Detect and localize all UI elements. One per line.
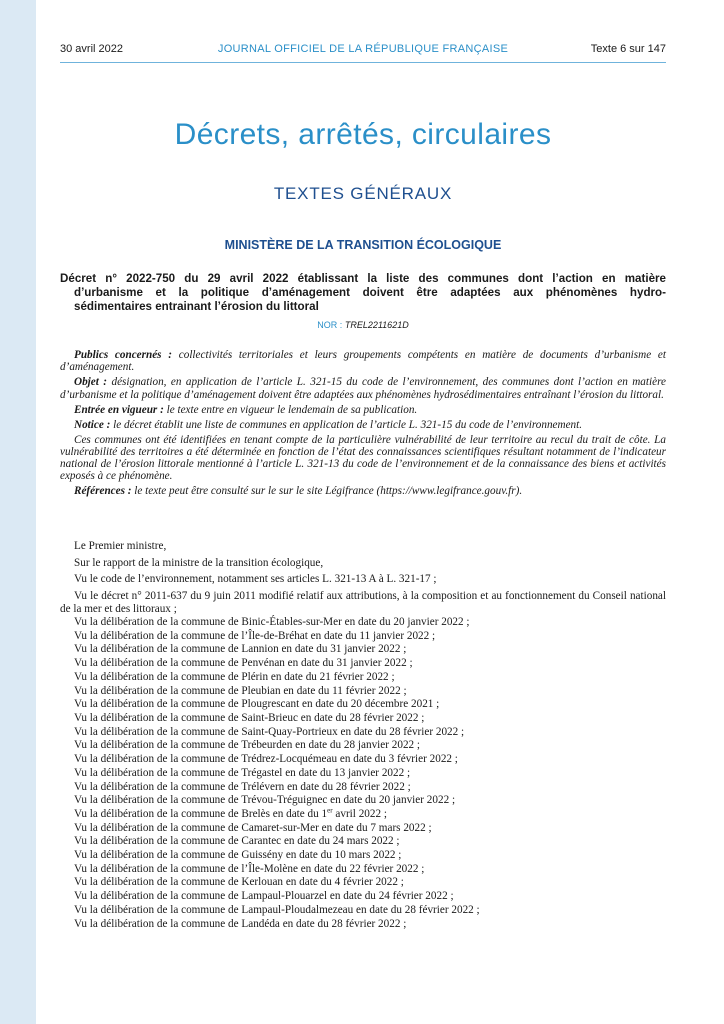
premier-ministre: Le Premier ministre, xyxy=(74,540,167,552)
deliberation-item: Vu la délibération de la commune de Camaret-sur-Mer en date du 7 mars 2022 ; xyxy=(74,821,432,834)
notice-entree xyxy=(60,404,666,416)
notice-objet-text: désignation, en application de l’article L. 321-15 du code de l’environnement, des communes dont l’action en matière d’urbanisme et la politique d’aménagement doivent être adaptées aux phénomènes hydrosédimentaires entraînant l’érosion du littoral. xyxy=(60,376,666,401)
deliberation-item: Vu la délibération de la commune de Trédrez-Locquémeau en date du 3 février 2022 ; xyxy=(74,753,458,766)
header-date: 30 avril 2022 xyxy=(60,43,123,55)
deliberation-list xyxy=(60,822,666,932)
deliberation-item xyxy=(60,808,666,822)
decree-title-line: sédimentaires entrainant l’érosion du littoral xyxy=(74,300,319,313)
notice-notice-label: Notice : xyxy=(74,418,111,431)
deliberation-item: Vu la délibération de la commune de Trélévern en date du 28 février 2022 ; xyxy=(74,780,411,793)
notice-references xyxy=(60,485,666,497)
deliberation-item: Vu la délibération de la commune de Penvénan en date du 31 janvier 2022 ; xyxy=(74,657,413,670)
deliberation-item: Vu la délibération de la commune de Lannion en date du 31 janvier 2022 ; xyxy=(74,643,407,656)
section-title: TEXTES GÉNÉRAUX xyxy=(273,184,453,203)
deliberation-item: Vu la délibération de la commune de l’Île-Molène en date du 22 février 2022 ; xyxy=(74,862,425,875)
nor-code: TREL2211621D xyxy=(344,320,409,330)
notice-block xyxy=(60,349,666,500)
left-margin-bar xyxy=(0,0,36,1024)
header-text-number: Texte 6 sur 147 xyxy=(590,43,666,55)
notice-publics xyxy=(60,349,666,374)
vu-decret: Vu le décret n° 2011-637 du 9 juin 2011 modifié relatif aux attributions, à la composition et au fonctionnement du Conseil national de la mer et des littoraux ; xyxy=(60,590,666,616)
notice-entree-text: le texte entre en vigueur le lendemain de sa publication. xyxy=(166,403,418,416)
page-header xyxy=(60,43,666,59)
breles-prefix: Vu la délibération de la commune de Brelès en date du 1 xyxy=(74,807,328,820)
deliberation-item: Vu la délibération de la commune de Binic-Étables-sur-Mer en date du 20 janvier 2022 ; xyxy=(74,616,470,629)
decree-title-line: d’urbanisme et la politique d’aménagement doivent être adaptées aux phénomènes hydro- xyxy=(74,286,666,299)
deliberation-item: Vu la délibération de la commune de Kerlouan en date du 4 février 2022 ; xyxy=(74,876,404,889)
deliberation-item: Vu la délibération de la commune de Lampaul-Plouarzel en date du 24 février 2022 ; xyxy=(74,890,454,903)
deliberation-item: Vu la délibération de la commune de Plérin en date du 21 février 2022 ; xyxy=(74,670,395,683)
deliberation-item: Vu la délibération de la commune de Trévou-Tréguignec en date du 20 janvier 2022 ; xyxy=(74,794,456,807)
notice-notice xyxy=(60,419,666,431)
deliberation-item: Vu la délibération de la commune de Lampaul-Ploudalmezeau en date du 28 février 2022 ; xyxy=(74,903,480,916)
notice-references-text: le texte peut être consulté sur le sur le site Légifrance (https://www.legifrance.gouv.fr). xyxy=(134,485,523,498)
ministry-heading: MINISTÈRE DE LA TRANSITION ÉCOLOGIQUE xyxy=(224,238,502,252)
header-divider xyxy=(60,62,666,63)
deliberation-item: Vu la délibération de la commune de Guissény en date du 10 mars 2022 ; xyxy=(74,849,402,862)
deliberation-list xyxy=(60,616,666,808)
notice-objet-label: Objet : xyxy=(74,376,108,389)
notice-entree-label: Entrée en vigueur : xyxy=(74,403,164,416)
deliberation-item: Vu la délibération de la commune de Pleubian en date du 11 février 2022 ; xyxy=(74,684,407,697)
notice-objet xyxy=(60,376,666,401)
notice-publics-text: collectivités territoriales et leurs groupements compétents en matière de documents d’urbanisme et d’aménagement. xyxy=(60,349,666,374)
deliberation-item: Vu la délibération de la commune de Trégastel en date du 13 janvier 2022 ; xyxy=(74,766,411,779)
vu-code-environnement: Vu le code de l’environnement, notamment ses articles L. 321-13 A à L. 321-17 ; xyxy=(74,573,437,586)
nor-label: NOR : xyxy=(317,320,343,330)
deliberation-item: Vu la délibération de la commune de Plougrescant en date du 20 décembre 2021 ; xyxy=(74,698,440,711)
nor-reference xyxy=(60,320,666,330)
notice-publics-label: Publics concernés : xyxy=(74,349,173,361)
deliberation-item: Vu la délibération de la commune de Trébeurden en date du 28 janvier 2022 ; xyxy=(74,739,421,752)
decree-title-line: Décret n° 2022-750 du 29 avril 2022 établissant la liste des communes dont l’action en matière xyxy=(60,272,666,285)
rapport-line: Sur le rapport de la ministre de la transition écologique, xyxy=(74,556,324,569)
breles-suffix: avril 2022 ; xyxy=(332,807,387,820)
main-title: Décrets, arrêtés, circulaires xyxy=(174,118,552,151)
deliberation-item: Vu la délibération de la commune de l’Île-de-Bréhat en date du 11 janvier 2022 ; xyxy=(74,629,436,642)
deliberation-item: Vu la délibération de la commune de Saint-Quay-Portrieux en date du 28 février 2022 ; xyxy=(74,725,465,738)
breles-sup: er xyxy=(327,806,333,815)
notice-communes: Ces communes ont été identifiées en tenant compte de la particulière vulnérabilité de leur territoire au recul du trait de côte. La vulnérabilité des territoires a été déterminée en fonction de l’état des connaissances scientifiques résultant notamment de l’indicateur national de l’érosion littorale mentionné à l’article L. 321-13 du code de l’environnement et de la connaissance des biens et activités exposés à ce phénomène. xyxy=(60,433,666,483)
deliberation-item: Vu la délibération de la commune de Saint-Brieuc en date du 28 février 2022 ; xyxy=(74,711,425,724)
decree-body xyxy=(60,540,666,931)
notice-references-label: Références : xyxy=(74,485,132,498)
decree-title xyxy=(60,272,666,314)
deliberation-item: Vu la délibération de la commune de Carantec en date du 24 mars 2022 ; xyxy=(74,835,400,848)
deliberation-item: Vu la délibération de la commune de Landéda en date du 28 février 2022 ; xyxy=(74,917,407,930)
notice-notice-text: le décret établit une liste de communes en application de l’article L. 321-15 du code de l’environnement. xyxy=(113,418,583,431)
header-journal-name: JOURNAL OFFICIEL DE LA RÉPUBLIQUE FRANÇAISE xyxy=(217,43,509,55)
